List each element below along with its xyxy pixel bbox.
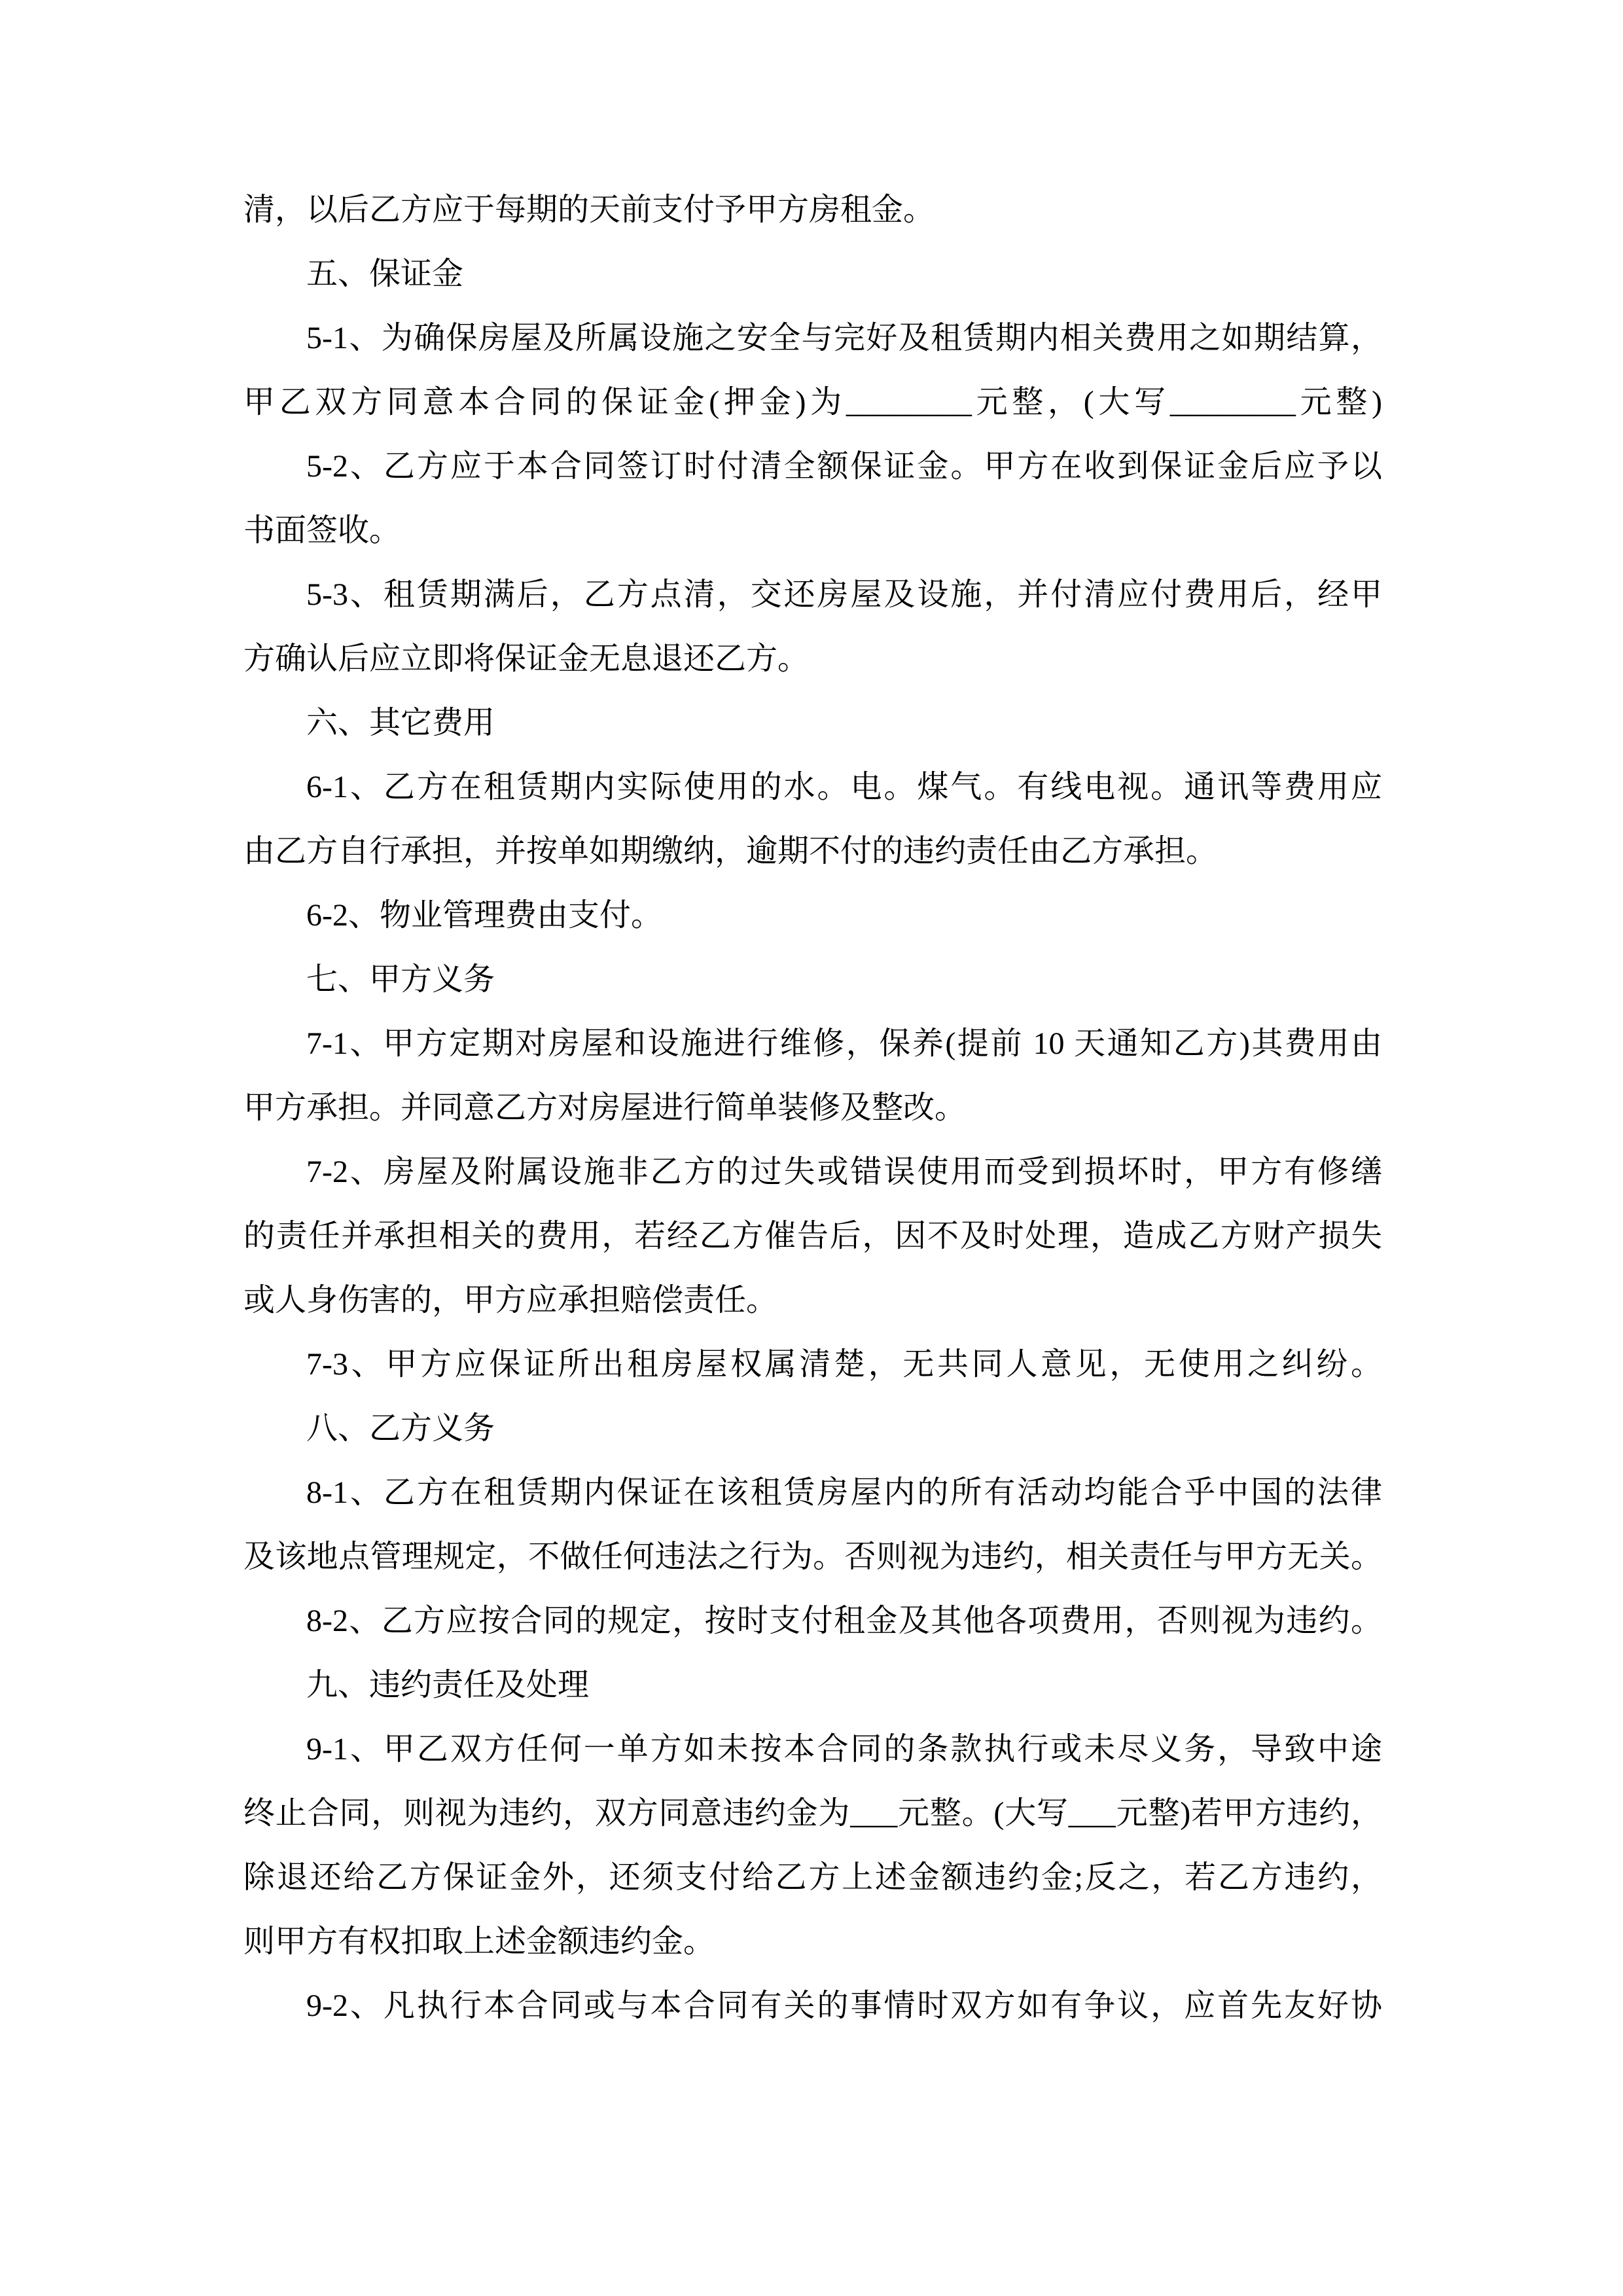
text-line: 甲方承担。并同意乙方对房屋进行简单装修及整改。 bbox=[243, 1090, 967, 1125]
text-line: 书面签收。 bbox=[243, 513, 401, 548]
text-line: 7-1、甲方定期对房屋和设施进行维修，保养(提前 10 天通知乙方)其费用由 bbox=[306, 1026, 1382, 1061]
text-line: 由乙方自行承担，并按单如期缴纳，逾期不付的违约责任由乙方承担。 bbox=[243, 834, 1218, 869]
text-line: 甲乙双方同意本合同的保证金(押金)为________元整，(大写________元整) bbox=[243, 385, 1382, 420]
text-line: 6-2、物业管理费由支付。 bbox=[306, 898, 662, 933]
text-line: 或人身伤害的，甲方应承担赔偿责任。 bbox=[243, 1283, 778, 1318]
text-line: 除退还给乙方保证金外，还须支付给乙方上述金额违约金;反之，若乙方违约， bbox=[243, 1860, 1382, 1895]
text-line: 终止合同，则视为违约，双方同意违约金为___元整。(大写___元整)若甲方违约， bbox=[243, 1796, 1382, 1831]
text-line: 清，以后乙方应于每期的天前支付予甲方房租金。 bbox=[243, 192, 935, 227]
text-line: 则甲方有权扣取上述金额违约金。 bbox=[243, 1924, 715, 1959]
text-line: 6-1、乙方在租赁期内实际使用的水。电。煤气。有线电视。通讯等费用应 bbox=[306, 770, 1382, 804]
text-line: 8-1、乙方在租赁期内保证在该租赁房屋内的所有活动均能合乎中国的法律 bbox=[306, 1475, 1382, 1510]
text-line: 9-2、凡执行本合同或与本合同有关的事情时双方如有争议，应首先友好协 bbox=[306, 1988, 1382, 2023]
text-line: 5-3、租赁期满后，乙方点清，交还房屋及设施，并付清应付费用后，经甲 bbox=[306, 577, 1382, 612]
text-line: 的责任并承担相关的费用，若经乙方催告后，因不及时处理，造成乙方财产损失 bbox=[243, 1219, 1382, 1253]
text-line: 5-1、为确保房屋及所属设施之安全与完好及租赁期内相关费用之如期结算， bbox=[306, 321, 1382, 355]
text-line: 5-2、乙方应于本合同签订时付清全额保证金。甲方在收到保证金后应予以 bbox=[306, 449, 1382, 484]
text-line: 八、乙方义务 bbox=[306, 1411, 495, 1446]
text-line: 九、违约责任及处理 bbox=[306, 1668, 590, 1702]
text-line: 7-3、甲方应保证所出租房屋权属清楚，无共同人意见，无使用之纠纷。 bbox=[306, 1347, 1382, 1382]
text-line: 7-2、房屋及附属设施非乙方的过失或错误使用而受到损坏时，甲方有修缮 bbox=[306, 1155, 1382, 1189]
text-line: 七、甲方义务 bbox=[306, 962, 495, 997]
text-line: 及该地点管理规定，不做任何违法之行为。否则视为违约，相关责任与甲方无关。 bbox=[243, 1539, 1382, 1574]
text-line: 方确认后应立即将保证金无息退还乙方。 bbox=[243, 641, 810, 676]
text-line: 五、保证金 bbox=[306, 257, 464, 291]
text-line: 8-2、乙方应按合同的规定，按时支付租金及其他各项费用，否则视为违约。 bbox=[306, 1604, 1382, 1638]
text-line: 六、其它费用 bbox=[306, 706, 495, 740]
text-line: 9-1、甲乙双方任何一单方如未按本合同的条款执行或未尽义务，导致中途 bbox=[306, 1732, 1382, 1767]
